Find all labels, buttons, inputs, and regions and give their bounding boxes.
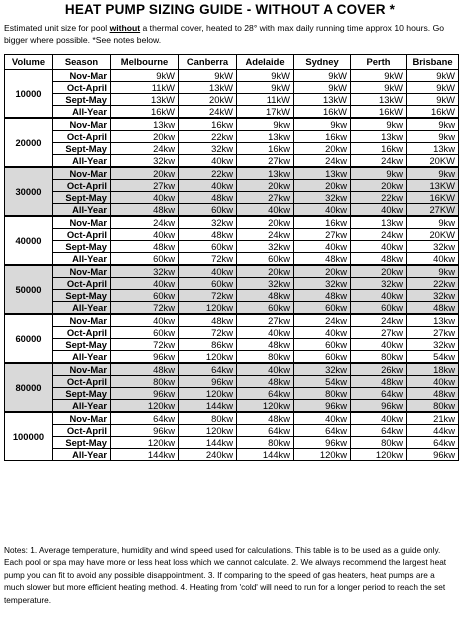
- kw-value-cell: 20kw: [111, 167, 179, 180]
- kw-value-cell: 13kw: [351, 216, 407, 229]
- kw-value-cell: 60kw: [237, 302, 294, 315]
- kw-value-cell: 9kw: [407, 118, 459, 131]
- kw-value-cell: 96kw: [294, 400, 351, 413]
- kw-value-cell: 80kw: [237, 351, 294, 364]
- kw-value-cell: 48kw: [179, 229, 237, 241]
- table-row: [5, 339, 459, 351]
- kw-value-cell: 72kw: [179, 253, 237, 266]
- kw-value-cell: 27kw: [111, 180, 179, 192]
- kw-value-cell: 96kw: [111, 388, 179, 400]
- kw-value-cell: 9kW: [351, 82, 407, 94]
- kw-value-cell: 40kw: [111, 229, 179, 241]
- kw-value-cell: 40kw: [111, 192, 179, 204]
- kw-value-cell: 9kW: [351, 70, 407, 82]
- kw-value-cell: 120kw: [179, 388, 237, 400]
- col-header-canberra: Canberra: [179, 55, 237, 70]
- kw-value-cell: 48kw: [111, 204, 179, 217]
- kw-value-cell: 32kw: [407, 339, 459, 351]
- kw-value-cell: 16kw: [294, 131, 351, 143]
- season-cell: All-Year: [53, 253, 111, 266]
- kw-value-cell: 54kw: [294, 376, 351, 388]
- table-row: [5, 106, 459, 119]
- season-cell: Sept-May: [53, 437, 111, 449]
- kw-value-cell: 64kw: [407, 437, 459, 449]
- kw-value-cell: 40kw: [237, 363, 294, 376]
- kw-value-cell: 60kw: [179, 278, 237, 290]
- page-title: HEAT PUMP SIZING GUIDE - WITHOUT A COVER *: [64, 2, 396, 17]
- kw-value-cell: 11kW: [237, 94, 294, 106]
- kw-value-cell: 72kw: [179, 327, 237, 339]
- kw-value-cell: 48kw: [111, 363, 179, 376]
- season-cell: Nov-Mar: [53, 70, 111, 82]
- kw-value-cell: 40kw: [237, 327, 294, 339]
- kw-value-cell: 40kw: [407, 376, 459, 388]
- table-row: [5, 412, 459, 425]
- kw-value-cell: 32kw: [294, 192, 351, 204]
- kw-value-cell: 60kw: [111, 327, 179, 339]
- kw-value-cell: 20kw: [294, 265, 351, 278]
- kw-value-cell: 32kw: [237, 241, 294, 253]
- table-row: [5, 351, 459, 364]
- kw-value-cell: 60kw: [351, 302, 407, 315]
- kw-value-cell: 96kw: [351, 400, 407, 413]
- kw-value-cell: 48kw: [237, 290, 294, 302]
- kw-value-cell: 20KW: [407, 155, 459, 168]
- kw-value-cell: 64kw: [294, 425, 351, 437]
- kw-value-cell: 40kw: [351, 339, 407, 351]
- kw-value-cell: 32kw: [237, 278, 294, 290]
- kw-value-cell: 48kw: [179, 192, 237, 204]
- kw-value-cell: 13kW: [179, 82, 237, 94]
- kw-value-cell: 144kw: [237, 449, 294, 461]
- kw-value-cell: 60kw: [179, 241, 237, 253]
- header-row: [5, 55, 459, 70]
- kw-value-cell: 32kw: [407, 290, 459, 302]
- kw-value-cell: 120kw: [179, 351, 237, 364]
- season-cell: Nov-Mar: [53, 216, 111, 229]
- volume-cell: 30000: [5, 167, 53, 216]
- kw-value-cell: 9kw: [237, 118, 294, 131]
- kw-value-cell: 80kw: [407, 400, 459, 413]
- kw-value-cell: 21kw: [407, 412, 459, 425]
- kw-value-cell: 144kw: [111, 449, 179, 461]
- kw-value-cell: 32kw: [111, 155, 179, 168]
- kw-value-cell: 44kw: [407, 425, 459, 437]
- season-cell: All-Year: [53, 400, 111, 413]
- kw-value-cell: 9kW: [294, 82, 351, 94]
- kw-value-cell: 27kw: [351, 327, 407, 339]
- kw-value-cell: 144kw: [179, 400, 237, 413]
- table-body: [5, 70, 459, 461]
- table-row: [5, 204, 459, 217]
- table-row: [5, 131, 459, 143]
- kw-value-cell: 40kw: [351, 412, 407, 425]
- kw-value-cell: 80kw: [351, 437, 407, 449]
- season-cell: Sept-May: [53, 192, 111, 204]
- season-cell: Nov-Mar: [53, 412, 111, 425]
- table-row: [5, 216, 459, 229]
- kw-value-cell: 24kw: [351, 155, 407, 168]
- kw-value-cell: 120kw: [237, 400, 294, 413]
- kw-value-cell: 72kw: [179, 290, 237, 302]
- kw-value-cell: 16kW: [351, 106, 407, 119]
- kw-value-cell: 20kW: [179, 94, 237, 106]
- kw-value-cell: 9kw: [351, 118, 407, 131]
- season-cell: Nov-Mar: [53, 363, 111, 376]
- intro-text-end: a thermal cover, heated to 28° with max daily running time approx 10 hours. Go bigger where possible. *See notes below.: [4, 23, 445, 45]
- kw-value-cell: 9kW: [407, 94, 459, 106]
- kw-value-cell: 40kw: [179, 265, 237, 278]
- kw-value-cell: 32kw: [351, 278, 407, 290]
- kw-value-cell: 64kw: [237, 388, 294, 400]
- intro-text-start: Estimated unit size for pool: [4, 23, 110, 33]
- table-row: [5, 388, 459, 400]
- kw-value-cell: 120kw: [111, 437, 179, 449]
- kw-value-cell: 60kw: [111, 253, 179, 266]
- season-cell: Oct-April: [53, 82, 111, 94]
- kw-value-cell: 40kw: [294, 204, 351, 217]
- kw-value-cell: 40kw: [111, 314, 179, 327]
- season-cell: Sept-May: [53, 339, 111, 351]
- kw-value-cell: 9kw: [407, 131, 459, 143]
- kw-value-cell: 13kw: [351, 131, 407, 143]
- volume-cell: 80000: [5, 363, 53, 412]
- season-cell: Oct-April: [53, 425, 111, 437]
- col-header-sydney: Sydney: [294, 55, 351, 70]
- season-cell: All-Year: [53, 204, 111, 217]
- kw-value-cell: 80kw: [111, 376, 179, 388]
- table-row: [5, 70, 459, 82]
- col-header-perth: Perth: [351, 55, 407, 70]
- kw-value-cell: 9kW: [111, 70, 179, 82]
- volume-cell: 50000: [5, 265, 53, 314]
- kw-value-cell: 9kW: [179, 70, 237, 82]
- kw-value-cell: 9kw: [351, 167, 407, 180]
- intro-text-emphasis: without: [109, 23, 141, 33]
- table-row: [5, 363, 459, 376]
- kw-value-cell: 96kw: [111, 425, 179, 437]
- kw-value-cell: 64kw: [237, 425, 294, 437]
- kw-value-cell: 40kw: [351, 290, 407, 302]
- kw-value-cell: 60kw: [111, 290, 179, 302]
- kw-value-cell: 48kw: [351, 253, 407, 266]
- kw-value-cell: 13kw: [294, 167, 351, 180]
- kw-value-cell: 48kw: [294, 290, 351, 302]
- kw-value-cell: 120kw: [294, 449, 351, 461]
- kw-value-cell: 32kw: [111, 265, 179, 278]
- kw-value-cell: 72kw: [111, 302, 179, 315]
- season-cell: All-Year: [53, 155, 111, 168]
- kw-value-cell: 40kw: [179, 180, 237, 192]
- kw-value-cell: 64kw: [111, 412, 179, 425]
- season-cell: Oct-April: [53, 229, 111, 241]
- kw-value-cell: 22kw: [179, 131, 237, 143]
- kw-value-cell: 80kw: [179, 412, 237, 425]
- kw-value-cell: 120kw: [111, 400, 179, 413]
- kw-value-cell: 64kw: [351, 388, 407, 400]
- kw-value-cell: 40kw: [351, 241, 407, 253]
- kw-value-cell: 72kw: [111, 339, 179, 351]
- kw-value-cell: 40kw: [294, 412, 351, 425]
- volume-cell: 40000: [5, 216, 53, 265]
- table-row: [5, 314, 459, 327]
- kw-value-cell: 80kw: [294, 388, 351, 400]
- kw-value-cell: 22kw: [407, 278, 459, 290]
- kw-value-cell: 20kw: [351, 265, 407, 278]
- kw-value-cell: 13kw: [111, 118, 179, 131]
- kw-value-cell: 144kw: [179, 437, 237, 449]
- kw-value-cell: 9kW: [237, 82, 294, 94]
- volume-cell: 100000: [5, 412, 53, 461]
- volume-cell: 20000: [5, 118, 53, 167]
- kw-value-cell: 9kw: [294, 118, 351, 131]
- table-row: [5, 425, 459, 437]
- kw-value-cell: 24kw: [351, 229, 407, 241]
- kw-value-cell: 48kw: [407, 388, 459, 400]
- kw-value-cell: 26kw: [351, 363, 407, 376]
- kw-value-cell: 48kw: [351, 376, 407, 388]
- table-row: [5, 241, 459, 253]
- kw-value-cell: 13kw: [407, 143, 459, 155]
- kw-value-cell: 60kw: [237, 253, 294, 266]
- kw-value-cell: 16kW: [407, 106, 459, 119]
- kw-value-cell: 96kw: [294, 437, 351, 449]
- kw-value-cell: 60kw: [179, 204, 237, 217]
- kw-value-cell: 64kw: [179, 363, 237, 376]
- kw-value-cell: 40kw: [179, 155, 237, 168]
- kw-value-cell: 48kw: [111, 241, 179, 253]
- kw-value-cell: 40kw: [294, 241, 351, 253]
- table-row: [5, 94, 459, 106]
- kw-value-cell: 9kW: [237, 70, 294, 82]
- kw-value-cell: 40kw: [294, 327, 351, 339]
- table-row: [5, 400, 459, 413]
- table-row: [5, 437, 459, 449]
- season-cell: Oct-April: [53, 278, 111, 290]
- table-row: [5, 82, 459, 94]
- kw-value-cell: 13kw: [407, 314, 459, 327]
- kw-value-cell: 27kw: [294, 229, 351, 241]
- kw-value-cell: 16kw: [179, 118, 237, 131]
- kw-value-cell: 24kw: [294, 314, 351, 327]
- season-cell: Sept-May: [53, 143, 111, 155]
- season-cell: Sept-May: [53, 94, 111, 106]
- kw-value-cell: 18kw: [407, 363, 459, 376]
- kw-value-cell: 9kW: [294, 70, 351, 82]
- season-cell: Oct-April: [53, 180, 111, 192]
- table-header: [5, 55, 459, 70]
- kw-value-cell: 20kw: [237, 180, 294, 192]
- col-header-adelaide: Adelaide: [237, 55, 294, 70]
- table-row: [5, 180, 459, 192]
- kw-value-cell: 20KW: [407, 229, 459, 241]
- kw-value-cell: 24kw: [111, 143, 179, 155]
- kw-value-cell: 48kw: [237, 412, 294, 425]
- table-row: [5, 327, 459, 339]
- kw-value-cell: 32kw: [294, 278, 351, 290]
- kw-value-cell: 9kW: [407, 70, 459, 82]
- kw-value-cell: 40kw: [351, 204, 407, 217]
- table-row: [5, 118, 459, 131]
- season-cell: Nov-Mar: [53, 314, 111, 327]
- kw-value-cell: 60kw: [294, 339, 351, 351]
- kw-value-cell: 80kw: [237, 437, 294, 449]
- kw-value-cell: 64kw: [351, 425, 407, 437]
- kw-value-cell: 20kw: [294, 180, 351, 192]
- kw-value-cell: 40kw: [237, 204, 294, 217]
- kw-value-cell: 9kW: [407, 82, 459, 94]
- kw-value-cell: 27kw: [407, 327, 459, 339]
- season-cell: Sept-May: [53, 388, 111, 400]
- season-cell: All-Year: [53, 449, 111, 461]
- intro-text: [4, 22, 456, 46]
- table-row: [5, 192, 459, 204]
- kw-value-cell: 24kw: [237, 229, 294, 241]
- kw-value-cell: 11kW: [111, 82, 179, 94]
- kw-value-cell: 20kw: [351, 180, 407, 192]
- kw-value-cell: 20kw: [237, 216, 294, 229]
- table-row: [5, 229, 459, 241]
- season-cell: Nov-Mar: [53, 118, 111, 131]
- kw-value-cell: 54kw: [407, 351, 459, 364]
- kw-value-cell: 16kW: [111, 106, 179, 119]
- volume-cell: 60000: [5, 314, 53, 363]
- kw-value-cell: 16kW: [294, 106, 351, 119]
- col-header-volume: Volume: [5, 55, 53, 70]
- notes-text: Notes: 1. Average temperature, humidity and wind speed used for calculations. This table is to be used as a guide only. Each pool or spa may have more or less heat loss which we cannot calculate. 2. We always recommend the largest heat pump you can fit to avoid any possible disappointment. 3. If comparing to the speed of gas heaters, heat pumps are a much slower but more efficient heating method. 4. Heating from 'cold' will need to run for a longer period to reach the set temperature.: [4, 545, 447, 605]
- kw-value-cell: 120kw: [351, 449, 407, 461]
- col-header-season: Season: [53, 55, 111, 70]
- kw-value-cell: 13kW: [294, 94, 351, 106]
- kw-value-cell: 86kw: [179, 339, 237, 351]
- kw-value-cell: 32kw: [294, 363, 351, 376]
- kw-value-cell: 27KW: [407, 204, 459, 217]
- table-row: [5, 143, 459, 155]
- kw-value-cell: 20kw: [237, 265, 294, 278]
- kw-value-cell: 24kW: [179, 106, 237, 119]
- kw-value-cell: 13KW: [407, 180, 459, 192]
- col-header-melbourne: Melbourne: [111, 55, 179, 70]
- kw-value-cell: 24kw: [294, 155, 351, 168]
- kw-value-cell: 22kw: [351, 192, 407, 204]
- table-row: [5, 376, 459, 388]
- season-cell: Oct-April: [53, 376, 111, 388]
- kw-value-cell: 17kW: [237, 106, 294, 119]
- kw-value-cell: 24kw: [351, 314, 407, 327]
- table-row: [5, 278, 459, 290]
- kw-value-cell: 60kw: [294, 302, 351, 315]
- kw-value-cell: 96kw: [111, 351, 179, 364]
- season-cell: Nov-Mar: [53, 167, 111, 180]
- kw-value-cell: 27kw: [237, 155, 294, 168]
- kw-value-cell: 16kw: [351, 143, 407, 155]
- table-row: [5, 290, 459, 302]
- kw-value-cell: 9kw: [407, 167, 459, 180]
- kw-value-cell: 13kW: [111, 94, 179, 106]
- kw-value-cell: 9kw: [407, 265, 459, 278]
- table-row: [5, 253, 459, 266]
- table-row: [5, 167, 459, 180]
- kw-value-cell: 48kw: [407, 302, 459, 315]
- season-cell: Oct-April: [53, 327, 111, 339]
- kw-value-cell: 48kw: [294, 253, 351, 266]
- table-row: [5, 265, 459, 278]
- season-cell: Sept-May: [53, 241, 111, 253]
- kw-value-cell: 27kw: [237, 314, 294, 327]
- kw-value-cell: 9kw: [407, 216, 459, 229]
- kw-value-cell: 24kw: [111, 216, 179, 229]
- season-cell: Nov-Mar: [53, 265, 111, 278]
- kw-value-cell: 22kw: [179, 167, 237, 180]
- kw-value-cell: 32kw: [179, 216, 237, 229]
- kw-value-cell: 48kw: [237, 339, 294, 351]
- kw-value-cell: 80kw: [351, 351, 407, 364]
- kw-value-cell: 120kw: [179, 425, 237, 437]
- kw-value-cell: 48kw: [237, 376, 294, 388]
- kw-value-cell: 240kw: [179, 449, 237, 461]
- kw-value-cell: 32kw: [407, 241, 459, 253]
- kw-value-cell: 16kw: [294, 216, 351, 229]
- kw-value-cell: 32kw: [179, 143, 237, 155]
- kw-value-cell: 13kW: [351, 94, 407, 106]
- season-cell: All-Year: [53, 106, 111, 119]
- kw-value-cell: 96kw: [407, 449, 459, 461]
- kw-value-cell: 48kw: [179, 314, 237, 327]
- sizing-table: [4, 54, 459, 461]
- kw-value-cell: 60kw: [294, 351, 351, 364]
- col-header-brisbane: Brisbane: [407, 55, 459, 70]
- season-cell: All-Year: [53, 302, 111, 315]
- kw-value-cell: 27kw: [237, 192, 294, 204]
- table-row: [5, 155, 459, 168]
- volume-cell: 10000: [5, 70, 53, 119]
- table-row: [5, 302, 459, 315]
- table-row: [5, 449, 459, 461]
- season-cell: Oct-April: [53, 131, 111, 143]
- kw-value-cell: 96kw: [179, 376, 237, 388]
- kw-value-cell: 13kw: [237, 167, 294, 180]
- kw-value-cell: 16KW: [407, 192, 459, 204]
- kw-value-cell: 40kw: [407, 253, 459, 266]
- kw-value-cell: 20kw: [294, 143, 351, 155]
- kw-value-cell: 13kw: [237, 131, 294, 143]
- kw-value-cell: 20kw: [111, 131, 179, 143]
- kw-value-cell: 40kw: [111, 278, 179, 290]
- kw-value-cell: 120kw: [179, 302, 237, 315]
- season-cell: All-Year: [53, 351, 111, 364]
- kw-value-cell: 16kw: [237, 143, 294, 155]
- season-cell: Sept-May: [53, 290, 111, 302]
